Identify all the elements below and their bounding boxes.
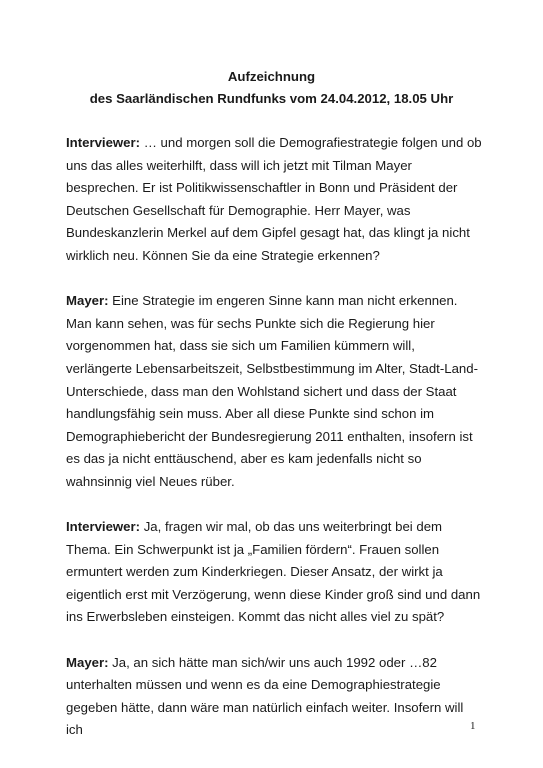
document-title xyxy=(0,66,543,110)
paragraph-interviewer-1 xyxy=(66,132,482,268)
speaker-label: Interviewer: xyxy=(66,519,141,535)
page-number: 1 xyxy=(470,720,476,732)
paragraph-text: Ja, fragen wir mal, ob das uns weiterbringt bei dem Thema. Ein Schwerpunkt ist ja „Familien fördern“. Frauen sollen ermuntert werden zum Kinderkriegen. Dieser Ansatz, der wirkt ja eigentlich erst mit Verzögerung, wenn diese Kinder groß sind und dann ins Erwerbsleben einsteigen. Kommt das nicht alles viel zu spät? xyxy=(66,519,481,625)
paragraph-mayer-1 xyxy=(66,290,482,493)
paragraph-text: … und morgen soll die Demografiestrategie folgen und ob uns das alles weiterhilft, dass will ich jetzt mit Tilman Mayer besprechen. Er ist Politikwissenschaftler in Bonn und Präsident der Deutschen Gesellschaft für Demographie. Herr Mayer, was Bundeskanzlerin Merkel auf dem Gipfel gesagt hat, das klingt ja nicht wirklich neu. Können Sie da eine Strategie erkennen? xyxy=(66,135,482,263)
title-line-1: Aufzeichnung xyxy=(227,69,316,84)
speaker-label: Interviewer: xyxy=(66,135,141,150)
speaker-label: Mayer: xyxy=(66,654,109,670)
title-line-2: des Saarländischen Rundfunks vom 24.04.2012, 18.05 Uhr xyxy=(89,91,454,106)
transcript-body xyxy=(66,132,482,765)
speaker-label: Mayer: xyxy=(66,293,109,309)
paragraph-text: Eine Strategie im engeren Sinne kann man nicht erkennen. Man kann sehen, was für sechs Punkte sich die Regierung hier vorgenommen hat, dass sie sich um Familien kümmern will, verlängerte Lebensarbeitszeit, Selbstbestimmung im Alter, Stadt-Land-Unterschiede, dass man den Wohlstand sichert und dass der Staat handlungsfähig sein muss. Aber all diese Punkte sind schon im Demographiebericht der Bundesregierung 2011 enthalten, insofern ist es das ja nicht enttäuschend, aber es kam jedenfalls nicht so wahnsinnig viel Neues rüber. xyxy=(66,293,478,489)
paragraph-interviewer-2 xyxy=(66,516,482,629)
paragraph-mayer-2 xyxy=(66,652,482,742)
paragraph-text: Ja, an sich hätte man sich/wir uns auch 1992 oder …82 unterhalten müssen und wenn es da eine Demographiestrategie gegeben hätte, dann wäre man natürlich einfach weiter. Insofern will ich xyxy=(66,654,464,738)
